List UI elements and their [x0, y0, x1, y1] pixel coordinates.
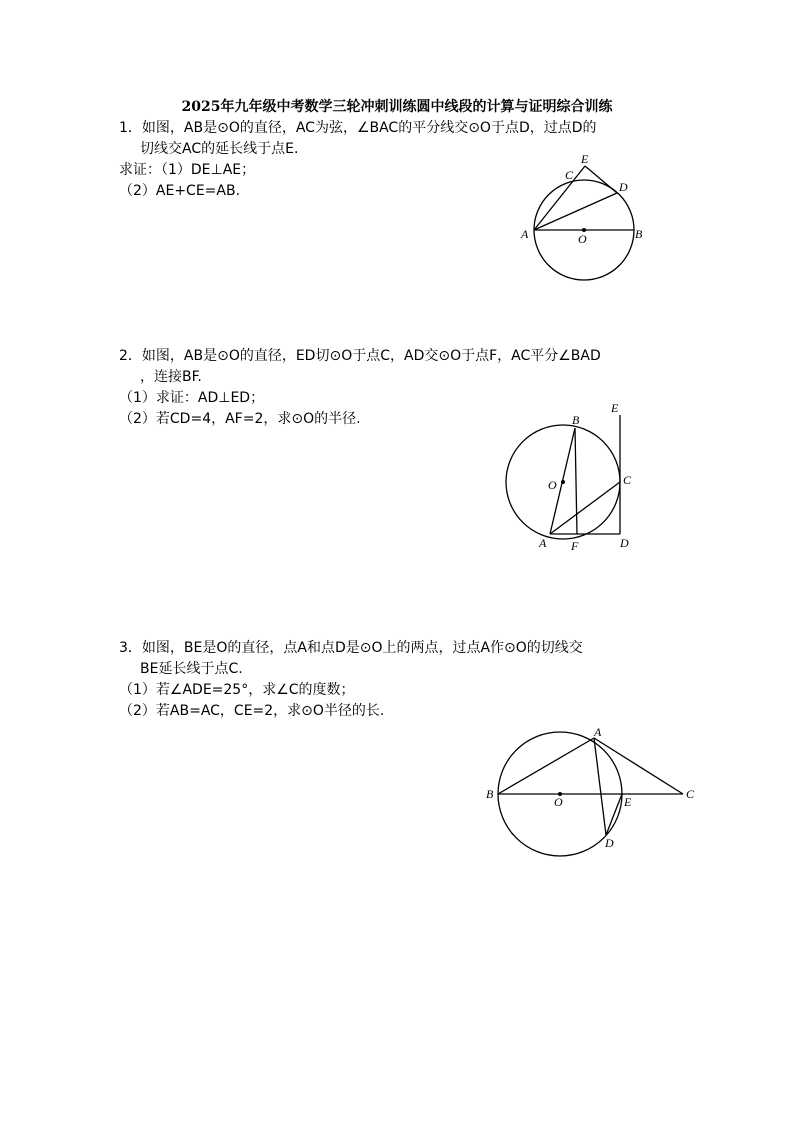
q2-text-line2: ，连接BF. — [140, 369, 202, 385]
q1-text-line1: 1．如图，AB是⊙O的直径，AC为弦，∠BAC的平分线交⊙O于点D，过点D的 — [119, 120, 597, 136]
q2-label-b: B — [572, 413, 580, 427]
page-title: 2025年九年级中考数学三轮冲刺训练圆中线段的计算与证明综合训练 — [181, 99, 613, 115]
q1-text-line3: 求证：（1）DE⊥AE； — [119, 162, 256, 178]
q2-label-d: D — [620, 536, 629, 550]
q2-label-c: C — [623, 473, 632, 487]
q1-label-e: E — [581, 152, 589, 166]
q1-label-d: D — [619, 180, 628, 194]
q2-text-line3: （1）求证：AD⊥ED； — [119, 390, 265, 406]
q1-text-line2: 切线交AC的延长线于点E. — [140, 141, 299, 157]
q3-text-line3: （1）若∠ADE=25°，求∠C的度数； — [119, 682, 355, 698]
q1-label-c: C — [565, 168, 574, 182]
q3-label-e: E — [624, 795, 632, 809]
q3-line-ba — [498, 738, 594, 794]
q3-label-d: D — [605, 836, 614, 850]
q3-line-ad — [594, 738, 606, 835]
q1-label-b: B — [635, 227, 643, 241]
q2-label-o: O — [548, 478, 557, 492]
q2-text-line4: （2）若CD=4，AF=2，求⊙O的半径. — [119, 411, 361, 427]
q2-label-a: A — [539, 536, 547, 550]
q3-label-a: A — [594, 725, 602, 739]
q3-label-c: C — [686, 787, 695, 801]
q3-text-line1: 3．如图，BE是O的直径，点A和点D是⊙O上的两点，过点A作⊙O的切线交 — [119, 640, 583, 656]
q3-label-o: O — [554, 795, 563, 809]
q3-label-b: B — [486, 787, 494, 801]
q1-label-a: A — [521, 227, 529, 241]
q3-text-line4: （2）若AB=AC，CE=2，求⊙O半径的长. — [119, 703, 385, 719]
q3-text-line2: BE延长线于点C. — [140, 661, 243, 677]
q1-label-o: O — [578, 232, 587, 246]
q3-line-de — [606, 794, 622, 835]
q2-label-e: E — [611, 401, 619, 415]
q2-text-line1: 2．如图，AB是⊙O的直径，ED切⊙O于点C，AD交⊙O于点F，AC平分∠BAD — [119, 348, 601, 364]
q3-line-ac — [594, 738, 683, 794]
q1-text-line4: （2）AE+CE=AB. — [119, 183, 241, 199]
q2-label-f: F — [571, 539, 579, 553]
